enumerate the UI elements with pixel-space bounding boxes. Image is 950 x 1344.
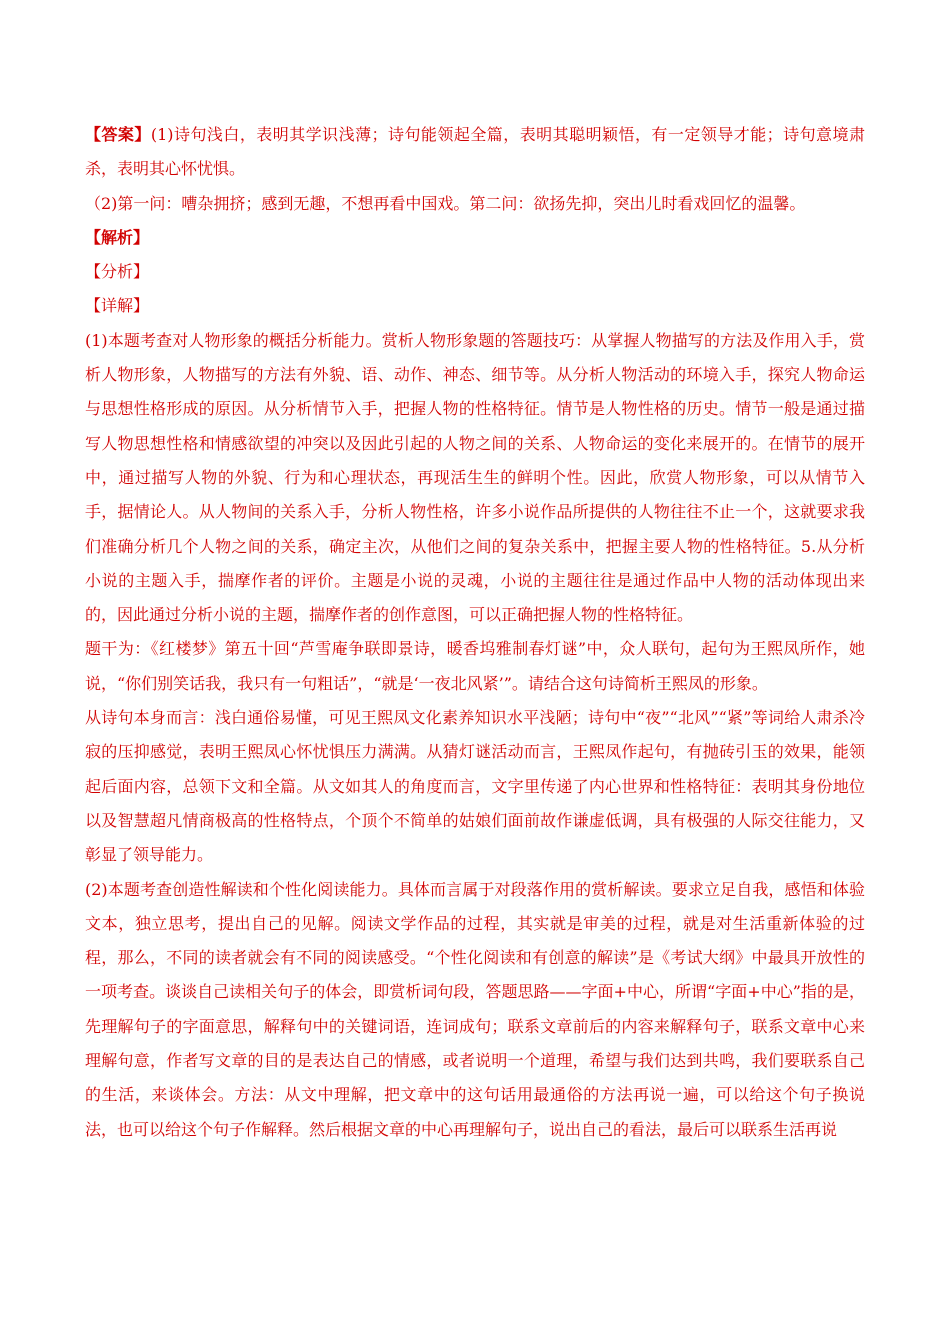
answer-part2: （2)第一问：嘈杂拥挤；感到无趣，不想再看中国戏。第二问：欲扬先抑，突出儿时看戏回忆的温馨。: [85, 193, 806, 213]
analysis-sub-label: 【分析】: [85, 262, 150, 282]
detail-paragraph-4: (2)本题考查创造性解读和个性化阅读能力。具体而言属于对段落作用的赏析解读。要求立足自我，感悟和体验文本，独立思考，提出自己的见解。阅读文学作品的过程，其实就是审美的过程，就是对生活重新体验的过程，那么，不同的读者就会有不同的阅读感受。“个性化阅读和有创意的解读”是《考试大纲》中最具开放性的一项考查。谈谈自己读相关句子的体会，即赏析词句段，答题思路——字面+中心，所谓“字面+中心”指的是，先理解句子的字面意思，解释句中的关键词语，连词成句；联系文章前后的内容来解释句子，联系文章中心来理解句意，作者写文章的目的是表达自己的情感，或者说明一个道理，希望与我们达到共鸣，我们要联系自己的生活，来谈体会。方法：从文中理解，把文章中的这句话用最通俗的方法再说一遍，可以给这个句子换说法，也可以给这个句子作解释。然后根据文章的中心再理解句子，说出自己的看法，最后可以联系生活再说: [85, 879, 865, 1139]
answer-label: 【答案】: [85, 125, 151, 144]
detail-paragraph-2: 题干为：《红楼梦》第五十回“芦雪庵争联即景诗，暖香坞雅制春灯谜”中，众人联句，起句为王熙凤所作，她说，“你们别笑话我，我只有一句粗话”，“就是‘一夜北风紧’”。请结合这句诗简析王熙凤的形象。: [85, 639, 865, 693]
answer-part1: (1)诗句浅白，表明其学识浅薄；诗句能领起全篇，表明其聪明颖悟，有一定领导才能；诗句意境肃杀，表明其心怀忧惧。: [85, 125, 865, 179]
document-page: [85, 118, 865, 1147]
analysis-label: 【解析】: [85, 227, 150, 247]
detail-sub-label: 【详解】: [85, 296, 150, 316]
answer-paragraph: [85, 118, 865, 187]
detail-paragraph-3: 从诗句本身而言：浅白通俗易懂，可见王熙凤文化素养知识水平浅陋；诗句中“夜”“北风”“紧”等词给人肃杀冷寂的压抑感觉，表明王熙凤心怀忧惧压力满满。从猜灯谜活动而言，王熙凤作起句，有抛砖引玉的效果，能领起后面内容，总领下文和全篇。从文如其人的角度而言，文字里传递了内心世界和性格特征：表明其身份地位以及智慧超凡情商极高的性格特点，个顶个不简单的姑娘们面前故作谦虚低调，具有极强的人际交往能力，又彰显了领导能力。: [85, 708, 865, 865]
detail-paragraph-1: (1)本题考查对人物形象的概括分析能力。赏析人物形象题的答题技巧：从掌握人物描写的方法及作用入手，赏析人物形象，人物描写的方法有外貌、语、动作、神态、细节等。从分析人物活动的环境入手，探究人物命运与思想性格形成的原因。从分析情节入手，把握人物的性格特征。情节是人物性格的历史。情节一般是通过描写人物思想性格和情感欲望的冲突以及因此引起的人物之间的关系、人物命运的变化来展开的。在情节的展开中，通过描写人物的外貌、行为和心理状态，再现活生生的鲜明个性。因此，欣赏人物形象，可以从情节入手，据情论人。从人物间的关系入手，分析人物性格，许多小说作品所提供的人物往往不止一个，这就要求我们准确分析几个人物之间的关系，确定主次，从他们之间的复杂关系中，把握主要人物的性格特征。5.从分析小说的主题入手，揣摩作者的评价。主题是小说的灵魂，小说的主题往往是通过作品中人物的活动体现出来的，因此通过分析小说的主题，揣摩作者的创作意图，可以正确把握人物的性格特征。: [85, 330, 865, 625]
